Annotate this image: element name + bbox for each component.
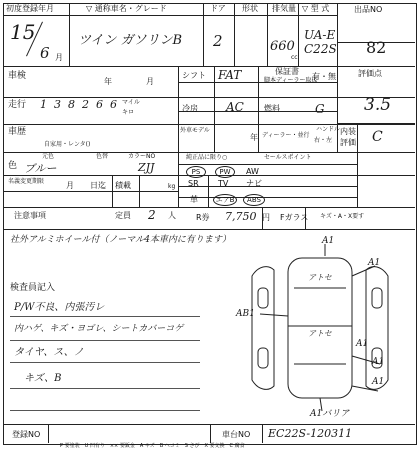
doors-label: ドア bbox=[210, 4, 226, 13]
damage-mark: A1 bbox=[368, 258, 381, 268]
damage-mark: AB1 bbox=[236, 309, 255, 319]
recycle-value: 7,750 bbox=[225, 210, 257, 223]
inspector-note: 内ハゲ、キズ・ヨゴレ、シートカバーコゲ bbox=[14, 324, 184, 334]
chassis-no-label: 車台NO bbox=[222, 430, 251, 439]
col-divider bbox=[208, 175, 209, 207]
col-divider bbox=[298, 3, 299, 66]
ac-value: AC bbox=[226, 100, 244, 114]
row-divider bbox=[3, 152, 415, 153]
col-divider bbox=[210, 424, 211, 443]
row-divider bbox=[178, 164, 358, 165]
damage-mark: A1バリア bbox=[310, 409, 350, 419]
row-divider bbox=[178, 197, 358, 198]
col-divider bbox=[357, 152, 358, 207]
registration-no-label: 登録NO bbox=[12, 430, 41, 439]
interior-value: C bbox=[372, 129, 383, 145]
model-code: UA-EC22S bbox=[304, 28, 337, 56]
model-label: ▽ 型 式 bbox=[302, 4, 330, 13]
row-divider bbox=[3, 207, 415, 208]
row-divider bbox=[3, 175, 415, 176]
shift-value: FAT bbox=[218, 68, 242, 82]
inspector-line bbox=[10, 316, 200, 317]
lot-number: 82 bbox=[366, 38, 387, 57]
damage-label: キズ・A・X要す bbox=[320, 213, 365, 220]
capacity-label: 定員 bbox=[115, 211, 131, 220]
mileage-label: 走行 bbox=[8, 100, 27, 110]
row-divider bbox=[3, 15, 337, 16]
damage-mark: A1 bbox=[356, 339, 369, 349]
chassis-no-value: EC22S-120311 bbox=[268, 427, 353, 440]
notes-label: 注意事項 bbox=[14, 211, 46, 220]
current-color-label: 色替 bbox=[96, 153, 109, 160]
col-divider bbox=[214, 66, 215, 152]
mileage-unit-miles: マイル bbox=[122, 99, 140, 106]
damage-mark: A1 bbox=[372, 357, 385, 367]
mileage-digit: 8 bbox=[68, 98, 75, 111]
col-divider bbox=[234, 3, 235, 66]
inspection-label: 車検 bbox=[8, 71, 27, 81]
registration-month: 6 bbox=[40, 44, 50, 62]
vehicle-name-label: ▽ 通称車名・グレード bbox=[86, 4, 167, 13]
exterior-model-label: 外車モデル bbox=[180, 127, 210, 134]
import-year: 年 bbox=[250, 133, 258, 142]
warranty-sub: 脚本ディーラー取扱 bbox=[264, 77, 318, 84]
inspector-note: P/W不良、内張汚レ bbox=[14, 302, 105, 313]
capacity-value: 2 bbox=[148, 208, 156, 222]
col-divider bbox=[203, 3, 204, 66]
color-value: ブルー bbox=[24, 162, 57, 175]
load-label: 積載 bbox=[115, 181, 131, 190]
damage-mark: アトセ bbox=[308, 329, 332, 338]
month-unit: 月 bbox=[66, 181, 74, 190]
fglass-label: Fガラス bbox=[280, 213, 309, 222]
mileage-digit: 2 bbox=[82, 98, 89, 111]
option-sr: SR bbox=[188, 179, 199, 188]
color-no-label: カラーNO bbox=[128, 153, 156, 160]
history-label: 車歴 bbox=[8, 127, 27, 137]
inspector-title: 検査員記入 bbox=[10, 283, 56, 293]
shape-label: 形状 bbox=[242, 4, 258, 13]
row-divider bbox=[178, 186, 358, 187]
handle-label: ハンドル bbox=[316, 126, 341, 133]
color-label: 色 bbox=[8, 161, 18, 171]
existence-label: 有・無 bbox=[312, 72, 336, 81]
col-divider bbox=[69, 3, 70, 66]
col-divider bbox=[139, 175, 140, 207]
col-divider bbox=[262, 424, 263, 443]
fuel-value: G bbox=[315, 102, 325, 116]
displacement-label: 排気量 bbox=[272, 4, 296, 13]
displacement-value: 660 bbox=[270, 39, 295, 54]
mileage-digit: 3 bbox=[54, 98, 61, 111]
sales-point-label: セールスポイント bbox=[264, 154, 312, 161]
mileage-digit: 6 bbox=[110, 98, 117, 111]
kg-unit: kg bbox=[168, 183, 176, 190]
interior-sub: 評価 bbox=[340, 138, 356, 147]
ac-label: 冷房 bbox=[182, 104, 198, 113]
yen-unit: 円 bbox=[262, 213, 270, 222]
row-divider bbox=[3, 97, 415, 98]
month-unit: 月 bbox=[146, 77, 154, 86]
col-divider bbox=[48, 424, 49, 443]
row-divider bbox=[337, 123, 415, 124]
row-divider bbox=[3, 124, 415, 125]
first-registration-label: 初度登録年月 bbox=[6, 4, 54, 13]
inspector-line bbox=[10, 410, 200, 411]
warranty-label: 保証書 bbox=[275, 67, 299, 76]
name-change-label: 名義変更期限 bbox=[8, 178, 45, 185]
option-airbag: エアB bbox=[213, 194, 237, 206]
dealer-label: ディーラー・並行 bbox=[262, 132, 310, 139]
fuel-label: 燃料 bbox=[264, 104, 280, 113]
options-label: 純正品に限り○ bbox=[186, 154, 228, 161]
vehicle-name: ツイン ガソリンB bbox=[78, 33, 183, 48]
mileage-digit: 6 bbox=[96, 98, 103, 111]
doors-value: 2 bbox=[213, 32, 223, 50]
damage-mark: アトセ bbox=[308, 273, 332, 282]
damage-legend: P 要塗装 U 凹有り ×× 要鈑金 A キズ B へコミ S さび X 要交換 C 腐食 bbox=[60, 443, 245, 449]
registration-year: 15 bbox=[10, 20, 36, 44]
row-divider bbox=[3, 66, 415, 67]
col-divider bbox=[258, 124, 259, 152]
year-unit: 年 bbox=[104, 77, 112, 86]
shift-label: シフト bbox=[182, 71, 206, 80]
person-unit: 人 bbox=[168, 211, 176, 220]
option-leather: 革 bbox=[190, 195, 198, 204]
mileage-digit: 1 bbox=[40, 98, 47, 111]
option-navi: ナビ bbox=[246, 179, 262, 188]
rating-label: 評価点 bbox=[358, 69, 382, 78]
col-divider bbox=[258, 66, 259, 124]
lot-number-label: 出品NO bbox=[354, 5, 383, 14]
month-unit: 月 bbox=[55, 53, 63, 62]
inspector-line bbox=[10, 388, 200, 389]
mileage-unit-km: キロ bbox=[122, 109, 135, 116]
recycle-label: R券 bbox=[196, 213, 210, 222]
inspector-note: キズ、B bbox=[24, 373, 62, 384]
inspector-line bbox=[10, 362, 200, 363]
row-divider bbox=[3, 424, 415, 425]
notes-line: 社外アルミホイール付（ノーマル4本車内に有ります） bbox=[10, 235, 231, 245]
col-divider bbox=[357, 124, 358, 152]
inspector-line bbox=[10, 340, 200, 341]
col-divider bbox=[267, 3, 268, 66]
row-divider bbox=[3, 191, 178, 192]
rating-value: 3.5 bbox=[364, 95, 392, 115]
damage-mark: A1 bbox=[372, 377, 385, 387]
inspector-note: タイヤ、ス、ノ bbox=[14, 347, 84, 358]
option-tv: TV bbox=[218, 179, 229, 188]
option-aw: AW bbox=[246, 167, 259, 176]
row-divider bbox=[3, 229, 415, 230]
history-sub: 自家用・レンタ() bbox=[44, 141, 91, 148]
col-divider bbox=[178, 66, 179, 207]
damage-mark: A1 bbox=[322, 236, 335, 246]
option-abs: ABS bbox=[243, 194, 265, 206]
original-color-label: 元色 bbox=[42, 153, 55, 160]
col-divider bbox=[112, 175, 113, 207]
day-unit: 日迄 bbox=[90, 181, 106, 190]
handle-value: 右・左 bbox=[314, 137, 333, 144]
interior-label: 内装 bbox=[340, 127, 356, 136]
displacement-unit: cc bbox=[291, 54, 298, 61]
color-no-value: ZJJ bbox=[138, 161, 155, 174]
option-ps: PS bbox=[186, 166, 206, 178]
option-pw: PW bbox=[215, 166, 235, 178]
